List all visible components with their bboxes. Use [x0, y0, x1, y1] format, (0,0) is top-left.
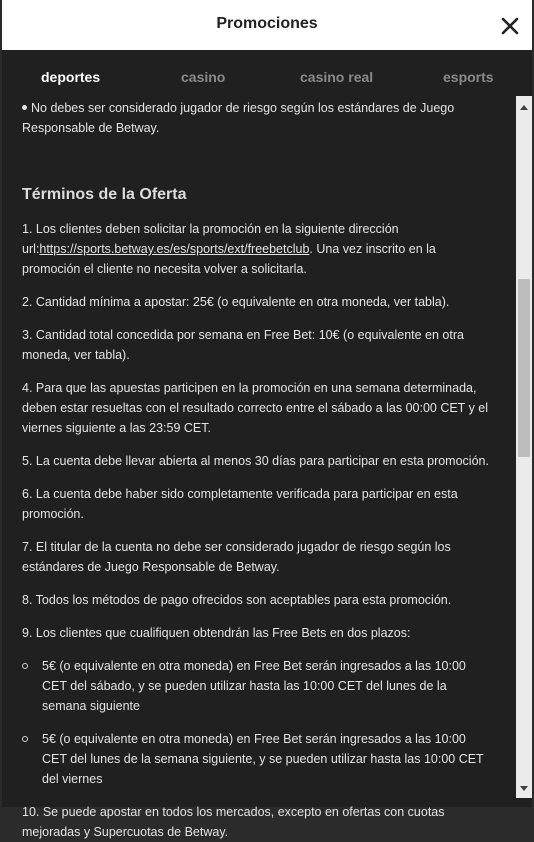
term-6: 6. La cuenta debe haber sido completamente verificada para participar en esta promoción. [22, 487, 458, 521]
circle-bullet-icon [22, 736, 28, 742]
term-9: 9. Los clientes que cualifiquen obtendrán las Free Bets en dos plazos: [22, 626, 411, 640]
term-9-sub-2-text: 5€ (o equivalente en otra moneda) en Free Bet serán ingresados a las 10:00 CET del lunes de la semana siguiente, y se pueden utilizar hasta las 10:00 CET del viernes [42, 732, 484, 786]
tab-bar [2, 50, 532, 96]
intro-bullet-text: No debes ser considerado jugador de riesgo según los estándares de Juego Responsable de Betway. [22, 101, 455, 135]
term-1-text: 1. Los clientes deben solicitar la promoción en la siguiente dirección url: [22, 222, 399, 256]
freebetclub-link[interactable]: https://sports.betway.es/es/sports/ext/freebetclub [39, 242, 310, 256]
modal-title: Promociones [216, 15, 318, 32]
term-9-sub-2 [22, 729, 494, 789]
tab-casino[interactable]: casino [181, 69, 226, 85]
tab-deportes[interactable]: deportes [41, 69, 101, 85]
term-1-text-end: . Una vez inscrito en la promoción el cliente no necesita volver a solicitarla. [22, 242, 436, 276]
scroll-down-icon[interactable] [520, 786, 528, 791]
terms-content[interactable] [2, 96, 516, 839]
bullet-icon [22, 105, 27, 110]
intro-bullet-item [22, 98, 494, 138]
scrollbar[interactable] [516, 96, 532, 798]
term-3: 3. Cantidad total concedida por semana en Free Bet: 10€ (o equivalente en otra moneda, ver tabla). [22, 328, 464, 362]
term-9-sub-1-text: 5€ (o equivalente en otra moneda) en Free Bet serán ingresados a las 10:00 CET del sábado, y se pueden utilizar hasta las 10:00 CET del lunes de la semana siguiente [42, 659, 466, 713]
term-5: 5. La cuenta debe llevar abierta al menos 30 días para participar en esta promoción. [22, 454, 489, 468]
term-8: 8. Todos los métodos de pago ofrecidos son aceptables para esta promoción. [22, 593, 452, 607]
term-9-sub-1 [22, 656, 494, 716]
scroll-up-icon[interactable] [520, 105, 528, 110]
section-title: Términos de la Oferta [22, 186, 187, 203]
tab-esports[interactable]: esports [443, 69, 494, 85]
promotions-modal [2, 0, 532, 839]
circle-bullet-icon [22, 663, 28, 669]
tab-casino-real[interactable]: casino real [300, 69, 374, 85]
term-7: 7. El titular de la cuenta no debe ser considerado jugador de riesgo según los estándares de Juego Responsable de Betway. [22, 540, 451, 574]
term-1 [22, 219, 494, 279]
close-icon [500, 16, 520, 36]
term-4: 4. Para que las apuestas participen en la promoción en una semana determinada, deben estar resueltas con el resultado correcto entre el sábado a las 00:00 CET y el viernes siguiente a las 23:59 CET. [22, 381, 489, 435]
modal-header [2, 0, 532, 50]
term-10: 10. Se puede apostar en todos los mercados, excepto en ofertas con cuotas mejoradas y Supercuotas de Betway. [22, 805, 445, 839]
term-2: 2. Cantidad mínima a apostar: 25€ (o equivalente en otra moneda, ver tabla). [22, 295, 450, 309]
close-button[interactable] [500, 16, 520, 36]
scrollbar-thumb[interactable] [518, 279, 530, 457]
